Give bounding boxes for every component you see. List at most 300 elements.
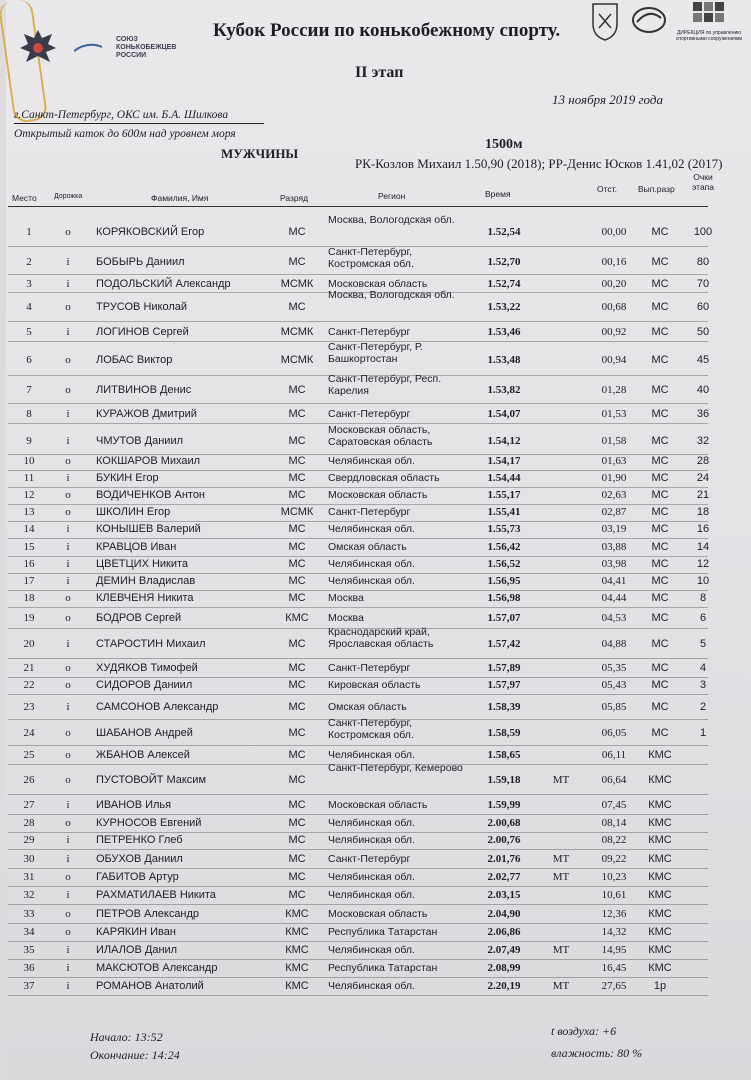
place: 14 bbox=[23, 523, 35, 535]
lane: o bbox=[65, 749, 71, 761]
time: 1.57,07 bbox=[487, 611, 521, 624]
athlete-name: КАРЯКИН Иван bbox=[96, 926, 176, 938]
lane: o bbox=[65, 611, 71, 624]
gap: 08,14 bbox=[601, 817, 627, 829]
gap: 06,05 bbox=[601, 726, 627, 739]
achieved-rank: МС bbox=[651, 611, 669, 624]
rank: МСМК bbox=[280, 277, 314, 290]
athlete-name: ЖБАНОВ Алексей bbox=[96, 749, 190, 761]
athlete-name: ИЛАЛОВ Данил bbox=[96, 944, 178, 956]
time: 2.01,76 bbox=[487, 853, 521, 865]
stage-points: 8 bbox=[699, 592, 707, 604]
region: Челябинская обл. bbox=[328, 834, 415, 846]
stage-points: 16 bbox=[696, 523, 710, 535]
region: Московская область, Саратовская область bbox=[328, 424, 433, 448]
achieved-rank: МС bbox=[651, 679, 669, 691]
athlete-name: СИДОРОВ Даниил bbox=[96, 679, 193, 691]
region: Санкт-Петербург bbox=[328, 506, 411, 518]
table-row bbox=[6, 214, 751, 246]
achieved-rank: КМС bbox=[648, 773, 672, 786]
gap: 05,85 bbox=[601, 700, 627, 713]
time: 2.04,90 bbox=[487, 908, 521, 920]
athlete-name: ЛОГИНОВ Сергей bbox=[96, 325, 189, 338]
gap: 03,88 bbox=[601, 541, 627, 553]
athlete-name: ПОДОЛЬСКИЙ Александр bbox=[96, 277, 231, 290]
table-row bbox=[6, 470, 751, 487]
lane: o bbox=[65, 679, 71, 691]
col-gap: Отст. bbox=[597, 184, 617, 194]
lane: i bbox=[66, 523, 70, 535]
table-row bbox=[6, 289, 751, 321]
stage-points: 12 bbox=[696, 558, 710, 570]
mt-mark: МТ bbox=[552, 871, 570, 883]
athlete-name: САМСОНОВ Александр bbox=[96, 700, 219, 713]
achieved-rank: МС bbox=[651, 225, 669, 238]
region: Челябинская обл. bbox=[328, 523, 415, 535]
stage-points: 21 bbox=[696, 489, 710, 501]
table-row bbox=[6, 660, 751, 677]
athlete-name: РАХМАТИЛАЕВ Никита bbox=[96, 889, 216, 901]
athlete-name: БУКИН Егор bbox=[96, 472, 159, 484]
achieved-rank: КМС bbox=[648, 834, 672, 846]
lane: i bbox=[66, 558, 70, 570]
distance-label: 1500м bbox=[485, 137, 523, 152]
athlete-name: КОРЯКОВСКИЙ Егор bbox=[96, 225, 205, 238]
place: 24 bbox=[23, 726, 35, 739]
time: 1.52,54 bbox=[487, 225, 521, 238]
col-points bbox=[692, 172, 714, 192]
region: Краснодарский край, Ярославская область bbox=[328, 626, 434, 650]
mt-mark: МТ bbox=[552, 773, 570, 786]
rank: МС bbox=[288, 472, 306, 484]
col-time: Время bbox=[485, 189, 511, 199]
time: 1.56,98 bbox=[487, 592, 521, 604]
athlete-name: ХУДЯКОВ Тимофей bbox=[96, 662, 198, 674]
col-done: Вып.разр bbox=[638, 184, 675, 194]
time: 1.57,89 bbox=[487, 662, 521, 674]
table-row bbox=[6, 851, 751, 868]
gap: 02,63 bbox=[601, 489, 627, 501]
region: Санкт-Петербург bbox=[328, 325, 411, 338]
athlete-name: ЛОБАС Виктор bbox=[96, 353, 173, 366]
place: 5 bbox=[26, 325, 32, 338]
gap: 14,32 bbox=[601, 926, 627, 938]
time: 1.53,48 bbox=[487, 353, 521, 366]
achieved-rank: МС bbox=[651, 300, 669, 313]
time: 2.20,19 bbox=[487, 980, 521, 992]
page-title: Кубок России по конькобежному спорту. bbox=[213, 20, 561, 41]
achieved-rank: МС bbox=[651, 383, 669, 396]
athlete-name: КУРАЖОВ Дмитрий bbox=[96, 407, 197, 420]
athlete-name: СТАРОСТИН Михаил bbox=[96, 637, 206, 650]
records-line: РК-Козлов Михаил 1.50,90 (2018); РР-Денис Юсков 1.41,02 (2017) bbox=[355, 156, 723, 171]
region: Санкт-Петербург, Костромская обл. bbox=[328, 717, 414, 741]
table-row bbox=[6, 695, 751, 719]
gap: 05,43 bbox=[601, 679, 627, 691]
achieved-rank: МС bbox=[651, 523, 669, 535]
directorate-logo bbox=[675, 0, 743, 42]
region: Московская область bbox=[328, 489, 428, 501]
place: 34 bbox=[23, 926, 35, 938]
lane: o bbox=[65, 506, 71, 518]
col-name: Фамилия, Имя bbox=[151, 193, 209, 203]
athlete-name: ВОДИЧЕНКОВ Антон bbox=[96, 489, 206, 501]
lane: o bbox=[65, 926, 71, 938]
lane: o bbox=[65, 455, 71, 467]
athlete-name: ТРУСОВ Николай bbox=[96, 300, 188, 313]
gap: 02,87 bbox=[601, 506, 627, 518]
col-lane: Дорожка bbox=[54, 193, 83, 200]
lane: o bbox=[65, 662, 71, 674]
mt-mark: МТ bbox=[552, 853, 570, 865]
place: 22 bbox=[23, 679, 35, 691]
time: 1.56,42 bbox=[487, 541, 521, 553]
athlete-name: ЦВЕТЦИХ Никита bbox=[96, 558, 189, 570]
stage-points: 3 bbox=[699, 679, 707, 691]
achieved-rank: МС bbox=[651, 558, 669, 570]
col-points-line2: этапа bbox=[692, 182, 715, 192]
place: 25 bbox=[23, 749, 35, 761]
athlete-name: ЛИТВИНОВ Денис bbox=[96, 383, 192, 396]
place: 3 bbox=[26, 277, 32, 290]
gap: 01,28 bbox=[601, 383, 627, 396]
table-row bbox=[6, 521, 751, 538]
col-region: Регион bbox=[378, 191, 406, 201]
place: 27 bbox=[23, 799, 35, 811]
table-header bbox=[6, 166, 751, 206]
time: 1.54,44 bbox=[487, 472, 521, 484]
place: 12 bbox=[23, 489, 35, 501]
rank: МСМК bbox=[280, 506, 314, 518]
rank: КМС bbox=[285, 980, 309, 992]
rank: МС bbox=[288, 407, 306, 420]
place: 36 bbox=[23, 962, 35, 974]
place: 1 bbox=[26, 225, 32, 238]
athlete-name: ОБУХОВ Даниил bbox=[96, 853, 183, 865]
place: 4 bbox=[26, 300, 32, 313]
time: 1.55,17 bbox=[487, 489, 521, 501]
table-row bbox=[6, 539, 751, 556]
lane: i bbox=[66, 472, 70, 484]
athlete-name: ШКОЛИН Егор bbox=[96, 506, 171, 518]
stage-points: 5 bbox=[699, 637, 707, 650]
athlete-name: МАКСЮТОВ Александр bbox=[96, 962, 218, 974]
stage-points: 36 bbox=[696, 407, 710, 420]
lane: o bbox=[65, 225, 71, 238]
lane: o bbox=[65, 817, 71, 829]
stage-points: 24 bbox=[696, 472, 710, 484]
row-rule bbox=[8, 403, 708, 404]
rank: МС bbox=[288, 225, 306, 238]
rank: КМС bbox=[285, 908, 309, 920]
time: 1.52,70 bbox=[487, 255, 521, 268]
rank: МС bbox=[288, 434, 306, 447]
gap: 01,58 bbox=[601, 434, 627, 447]
place: 11 bbox=[23, 472, 35, 484]
place: 37 bbox=[23, 980, 35, 992]
humidity: влажность: 80 % bbox=[551, 1046, 643, 1060]
rank: МС bbox=[288, 541, 306, 553]
time: 1.57,42 bbox=[487, 637, 521, 650]
achieved-rank: МС bbox=[651, 277, 669, 290]
stage-points: 6 bbox=[699, 611, 707, 624]
athlete-name: ДЕМИН Владислав bbox=[96, 575, 196, 587]
gap: 00,20 bbox=[601, 277, 627, 290]
gap: 10,23 bbox=[601, 871, 627, 883]
table-row bbox=[6, 978, 751, 995]
achieved-rank: КМС bbox=[648, 871, 672, 883]
gap: 03,98 bbox=[601, 558, 627, 570]
region: Москва bbox=[328, 592, 364, 604]
gap: 07,45 bbox=[601, 799, 627, 811]
achieved-rank: МС bbox=[651, 575, 669, 587]
skater-swoosh-icon bbox=[74, 43, 102, 53]
place: 15 bbox=[23, 541, 35, 553]
lane: i bbox=[66, 700, 70, 713]
rank: МС bbox=[288, 679, 306, 691]
row-rule bbox=[8, 849, 708, 850]
region: Москва, Вологодская обл. bbox=[328, 214, 455, 226]
col-rank: Разряд bbox=[280, 193, 309, 203]
rank: МС bbox=[288, 489, 306, 501]
achieved-rank: КМС bbox=[648, 889, 672, 901]
place: 23 bbox=[23, 700, 35, 713]
gap: 08,22 bbox=[601, 834, 627, 846]
region: Санкт-Петербург, Р. Башкортостан bbox=[328, 341, 423, 365]
stage-points: 50 bbox=[696, 325, 710, 338]
rank: КМС bbox=[285, 611, 309, 624]
gap: 04,88 bbox=[601, 637, 627, 650]
place: 2 bbox=[26, 255, 32, 268]
stage-points: 32 bbox=[696, 434, 710, 447]
row-rule bbox=[8, 995, 708, 996]
place: 30 bbox=[23, 853, 35, 865]
region: Московская область bbox=[328, 277, 428, 290]
table-row bbox=[6, 797, 751, 814]
athlete-name: ПЕТРЕНКО Глеб bbox=[96, 834, 183, 846]
rank: МС bbox=[288, 817, 306, 829]
time: 1.58,39 bbox=[487, 700, 521, 713]
place: 19 bbox=[23, 611, 35, 624]
lane: o bbox=[65, 300, 71, 313]
achieved-rank: КМС bbox=[648, 908, 672, 920]
rank: МС bbox=[288, 749, 306, 761]
stage-points: 28 bbox=[696, 455, 710, 467]
table-row bbox=[6, 246, 751, 274]
stage-points: 1 bbox=[699, 726, 707, 739]
stage-points: 18 bbox=[696, 506, 710, 518]
achieved-rank: КМС bbox=[648, 944, 672, 956]
region: Челябинская обл. bbox=[328, 575, 415, 587]
achieved-rank: МС bbox=[651, 472, 669, 484]
achieved-rank: МС bbox=[651, 592, 669, 604]
time: 2.07,49 bbox=[487, 944, 521, 956]
rank: МС bbox=[288, 871, 306, 883]
place: 7 bbox=[26, 383, 32, 396]
lane: o bbox=[65, 773, 71, 786]
region: Челябинская обл. bbox=[328, 455, 415, 467]
time: 1.58,65 bbox=[487, 749, 521, 761]
place: 21 bbox=[23, 662, 35, 674]
time: 1.59,18 bbox=[487, 773, 521, 786]
region: Омская область bbox=[328, 541, 407, 553]
mt-mark: МТ bbox=[552, 944, 570, 956]
rank: МС bbox=[288, 773, 306, 786]
rank: МСМК bbox=[280, 353, 314, 366]
rank: КМС bbox=[285, 944, 309, 956]
athlete-name: РОМАНОВ Анатолий bbox=[96, 980, 204, 992]
gap: 09,22 bbox=[601, 853, 627, 865]
region: Санкт-Петербург bbox=[328, 407, 411, 420]
lane: o bbox=[65, 908, 71, 920]
gap: 00,00 bbox=[601, 225, 627, 238]
eagle-emblem-icon bbox=[16, 26, 60, 70]
lane: i bbox=[66, 889, 70, 901]
time: 1.58,59 bbox=[487, 726, 521, 739]
rank: МС bbox=[288, 558, 306, 570]
directorate-grid-icon bbox=[689, 0, 729, 30]
athlete-name: ГАБИТОВ Артур bbox=[96, 871, 179, 883]
rink-info: Открытый каток до 600м над уровнем моря bbox=[14, 128, 236, 140]
table-row bbox=[6, 341, 751, 375]
gap: 00,94 bbox=[601, 353, 627, 366]
athlete-name: КРАВЦОВ Иван bbox=[96, 541, 177, 553]
achieved-rank: МС bbox=[651, 662, 669, 674]
stage-points: 14 bbox=[696, 541, 710, 553]
lane: i bbox=[66, 799, 70, 811]
event-date: 13 ноября 2019 года bbox=[552, 92, 663, 107]
rank: МС bbox=[288, 889, 306, 901]
time: 2.06,86 bbox=[487, 926, 521, 938]
union-logo-text: СОЮЗ КОНЬКОБЕЖЦЕВ РОССИИ bbox=[116, 36, 177, 59]
region: Челябинская обл. bbox=[328, 558, 415, 570]
time: 1.57,97 bbox=[487, 679, 521, 691]
stage-points: 2 bbox=[699, 700, 707, 713]
region: Санкт-Петербург, Респ. Карелия bbox=[328, 373, 442, 397]
region: Кировская область bbox=[328, 679, 421, 691]
achieved-rank: МС bbox=[651, 255, 669, 268]
athlete-name: БОБЫРЬ Даниил bbox=[96, 255, 185, 268]
achieved-rank: КМС bbox=[648, 749, 672, 761]
stage-points: 100 bbox=[693, 225, 713, 238]
row-rule bbox=[8, 658, 708, 659]
stage-points: 10 bbox=[696, 575, 710, 587]
time: 1.59,99 bbox=[487, 799, 521, 811]
air-temperature: t воздуха: +6 bbox=[551, 1024, 617, 1038]
lane: o bbox=[65, 592, 71, 604]
time: 1.56,52 bbox=[487, 558, 521, 570]
gap: 01,63 bbox=[601, 455, 627, 467]
table-row bbox=[6, 677, 751, 694]
place: 17 bbox=[23, 575, 35, 587]
achieved-rank: МС bbox=[651, 637, 669, 650]
stage-points: 60 bbox=[696, 300, 710, 313]
rank: МС bbox=[288, 853, 306, 865]
gap: 10,61 bbox=[601, 889, 627, 901]
region: Москва, Вологодская обл. bbox=[328, 289, 455, 301]
stage-points: 80 bbox=[696, 255, 710, 268]
row-rule bbox=[8, 321, 708, 322]
time: 1.54,07 bbox=[487, 407, 521, 420]
row-rule bbox=[8, 904, 708, 905]
achieved-rank: МС bbox=[651, 325, 669, 338]
region: Челябинская обл. bbox=[328, 889, 415, 901]
gap: 04,53 bbox=[601, 611, 627, 624]
achieved-rank: МС bbox=[651, 726, 669, 739]
table-row bbox=[6, 762, 751, 794]
lane: i bbox=[66, 255, 70, 268]
gap: 00,16 bbox=[601, 255, 627, 268]
region: Челябинская обл. bbox=[328, 749, 415, 761]
col-place: Место bbox=[12, 193, 37, 203]
achieved-rank: МС bbox=[651, 407, 669, 420]
rank: КМС bbox=[285, 926, 309, 938]
table-row bbox=[6, 942, 751, 959]
lane: i bbox=[66, 637, 70, 650]
rank: МС bbox=[288, 592, 306, 604]
table-row bbox=[6, 869, 751, 886]
table-row bbox=[6, 556, 751, 573]
category-label: МУЖЧИНЫ bbox=[221, 146, 299, 161]
place: 9 bbox=[26, 434, 32, 447]
stage-points: 45 bbox=[696, 353, 710, 366]
table-row bbox=[6, 590, 751, 607]
table-row bbox=[6, 323, 751, 341]
rank: МС bbox=[288, 255, 306, 268]
achieved-rank: МС bbox=[651, 541, 669, 553]
rank: МС bbox=[288, 383, 306, 396]
athlete-name: ПЕТРОВ Александр bbox=[96, 908, 200, 920]
rank: МС bbox=[288, 637, 306, 650]
place: 33 bbox=[23, 908, 35, 920]
place: 26 bbox=[23, 773, 35, 786]
region: Республика Татарстан bbox=[328, 926, 438, 938]
gap: 00,92 bbox=[601, 325, 627, 338]
gap: 04,41 bbox=[601, 575, 627, 587]
place: 8 bbox=[26, 407, 32, 420]
lane: i bbox=[66, 407, 70, 420]
rank: МС bbox=[288, 523, 306, 535]
region: Санкт-Петербург, Кемерово bbox=[328, 762, 463, 774]
table-row bbox=[6, 573, 751, 590]
place: 29 bbox=[23, 834, 35, 846]
gap: 12,36 bbox=[601, 908, 627, 920]
time: 1.53,22 bbox=[487, 300, 521, 313]
rank: МС bbox=[288, 662, 306, 674]
time: 2.00,68 bbox=[487, 817, 521, 829]
stage-points: 40 bbox=[696, 383, 710, 396]
end-time: Окончание: 14:24 bbox=[90, 1048, 180, 1062]
table-row bbox=[6, 405, 751, 423]
lane: i bbox=[66, 980, 70, 992]
directorate-text: ДИРЕКЦИЯ по управлению спортивными сооружениями bbox=[675, 30, 743, 42]
region: Москва bbox=[328, 611, 364, 624]
achieved-rank: КМС bbox=[648, 926, 672, 938]
region: Свердловская область bbox=[328, 472, 440, 484]
time: 1.53,46 bbox=[487, 325, 521, 338]
region: Московская область bbox=[328, 799, 428, 811]
venue: г.Санкт-Петербург, ОКС им. Б.А. Шилкова bbox=[14, 109, 229, 121]
lane: o bbox=[65, 353, 71, 366]
rank: МС bbox=[288, 455, 306, 467]
stadium-icon bbox=[631, 0, 667, 42]
athlete-name: КОНЫШЕВ Валерий bbox=[96, 523, 201, 535]
rank: МСМК bbox=[280, 325, 314, 338]
table-row bbox=[6, 815, 751, 832]
rank: МС bbox=[288, 726, 306, 739]
achieved-rank: МС bbox=[651, 434, 669, 447]
row-rule bbox=[8, 794, 708, 795]
